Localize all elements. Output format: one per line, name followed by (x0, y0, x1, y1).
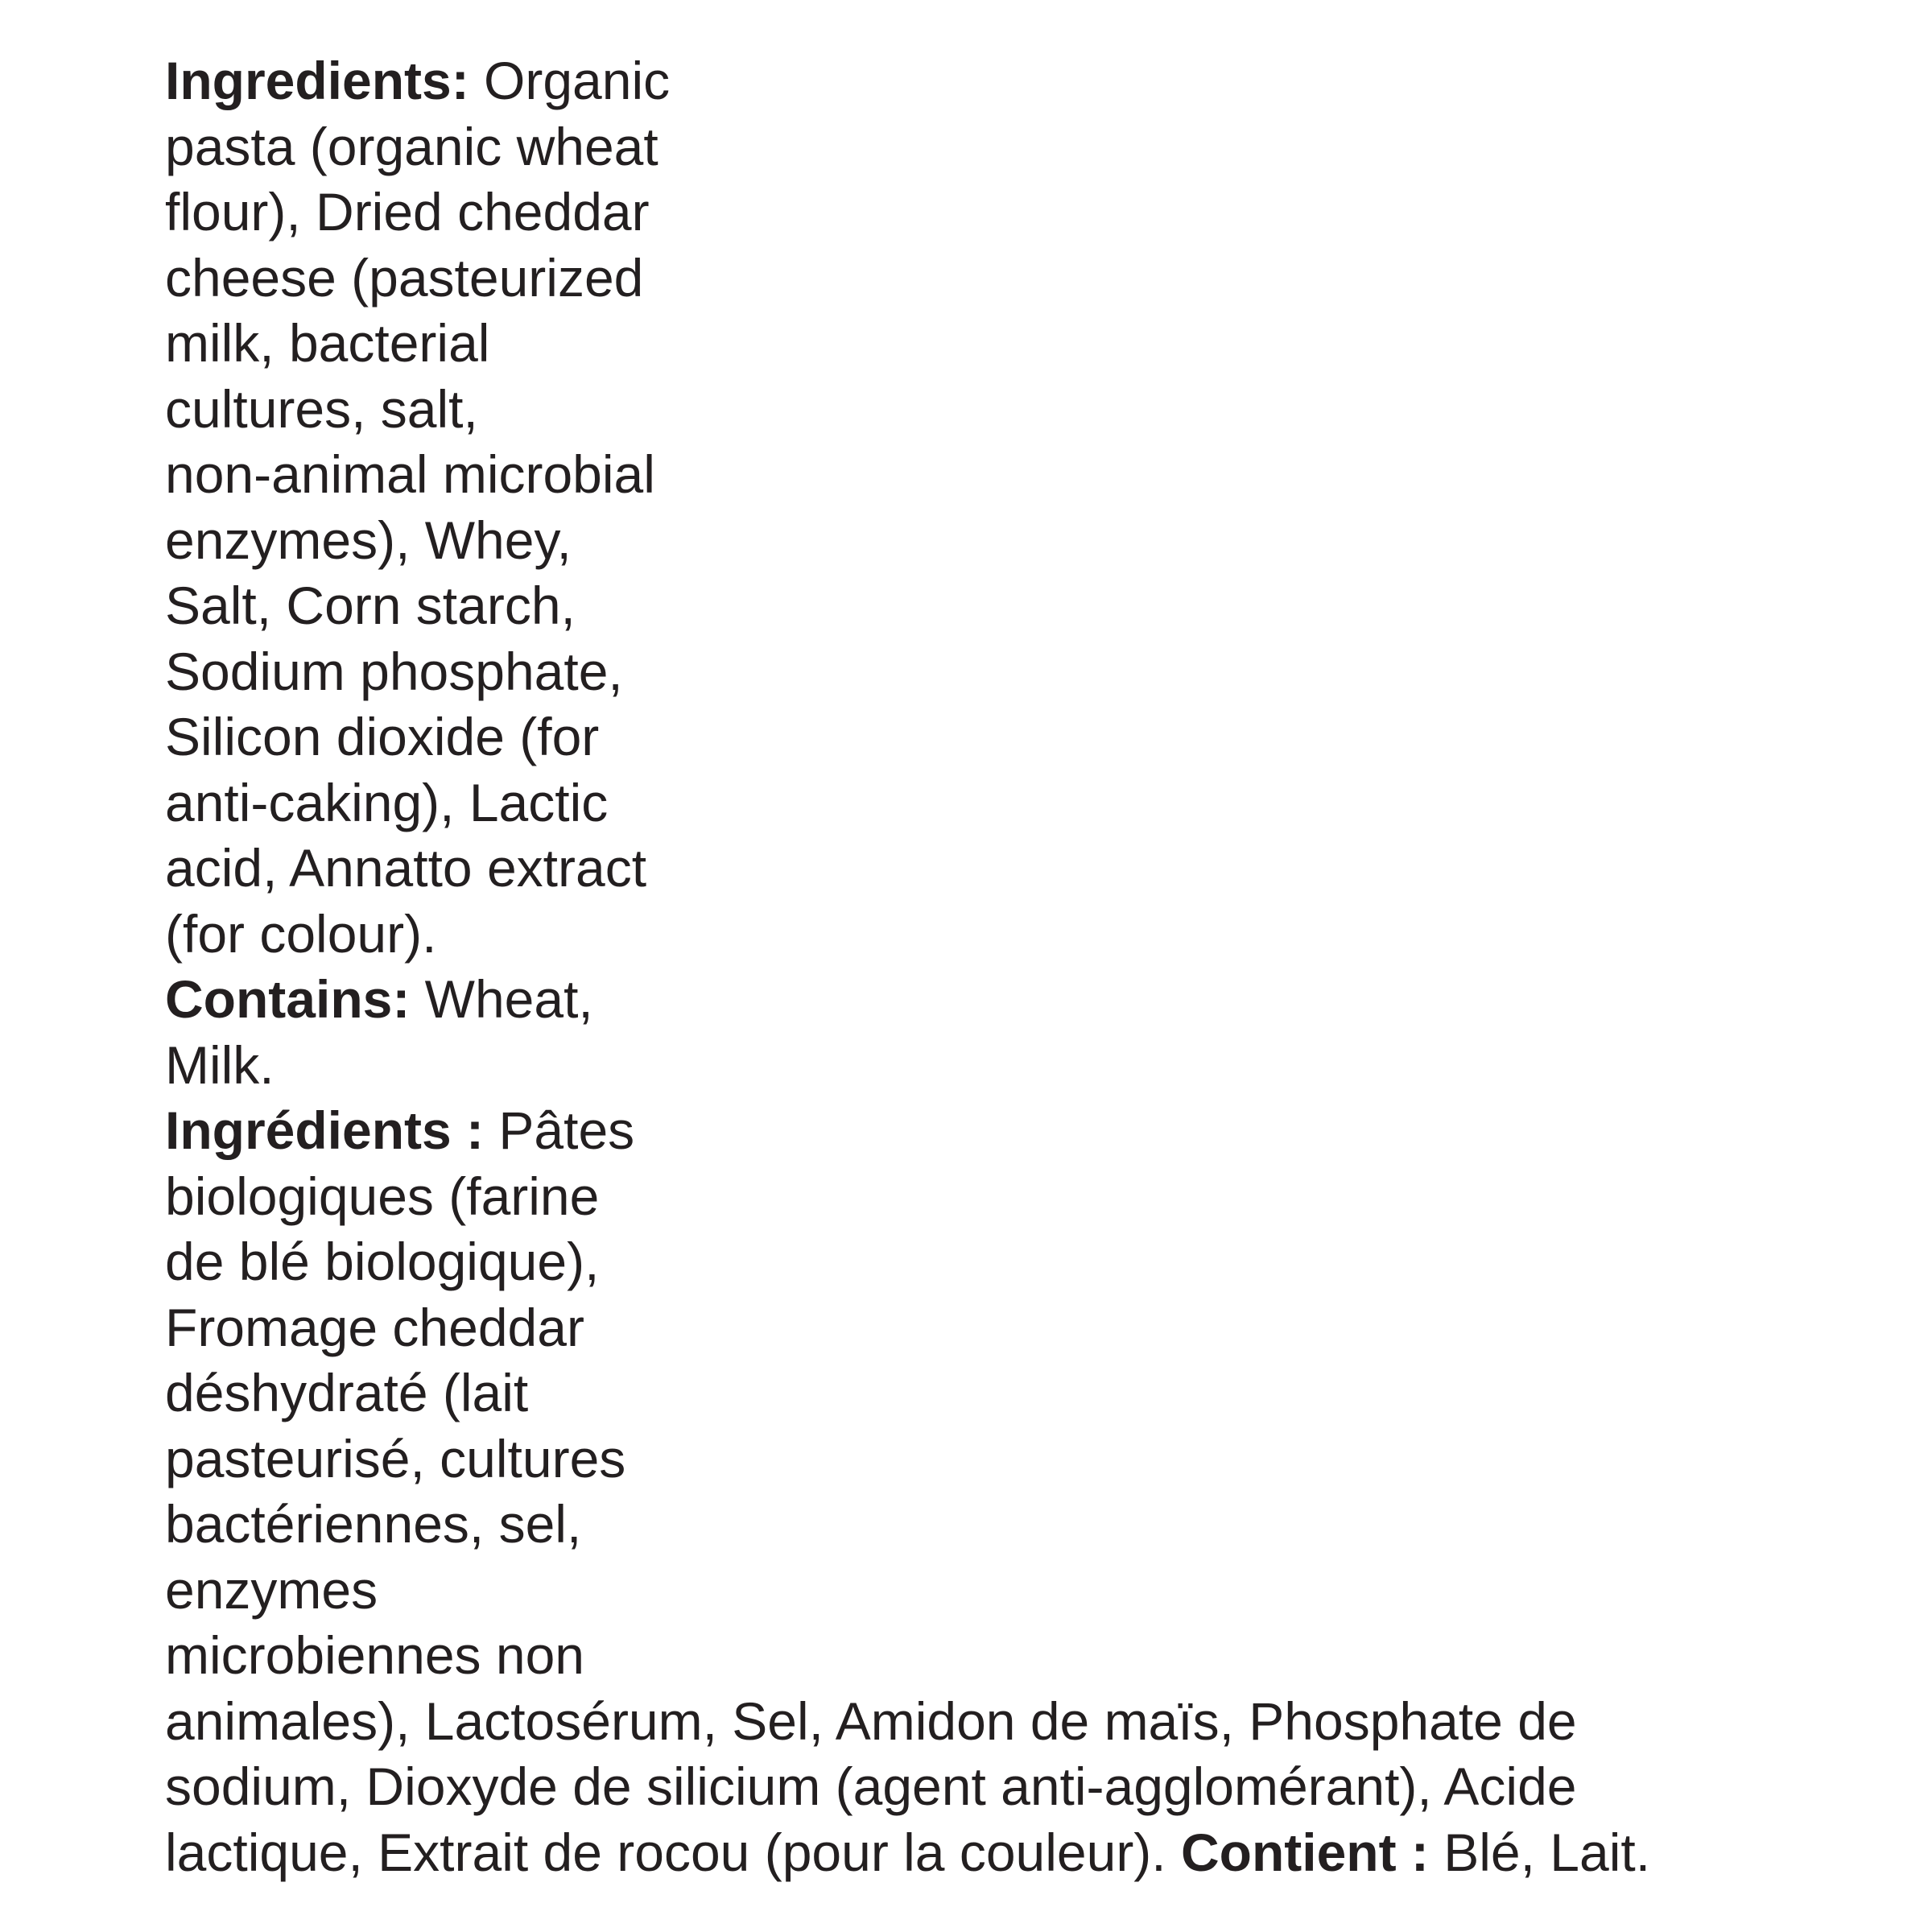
english-ingredients-heading: Ingredients: (165, 51, 469, 110)
english-ingredients-line-3: flour), Dried cheddar (165, 182, 650, 242)
english-ingredients-line-11: Silicon dioxide (for (165, 707, 600, 766)
english-ingredients-line-13: acid, Annatto extract (165, 838, 647, 898)
english-contains-line-2: Milk. (165, 1034, 275, 1095)
english-ingredients-line-9: Salt, Corn starch, (165, 576, 576, 635)
ingredients-label (165, 48, 1856, 1885)
french-contains-text: Blé, Lait. (1428, 1822, 1651, 1882)
english-contains-heading: Contains: (165, 969, 411, 1029)
english-ingredients-line-10: Sodium phosphate, (165, 641, 623, 701)
english-ingredients-line-1 (165, 48, 1856, 114)
english-contains-text: Wheat, (410, 969, 593, 1029)
english-contains-line-1 (165, 967, 1856, 1033)
french-ingredients-line-8: enzymes (165, 1559, 378, 1620)
french-ingredients-line-10: animales), Lactosérum, Sel, Amidon de maïs, Phosphate de (165, 1690, 1577, 1751)
french-ingredients-line-2: biologiques (farine (165, 1166, 600, 1226)
french-ingredients-line-6: pasteurisé, cultures (165, 1428, 626, 1488)
french-contains-heading: Contient : (1180, 1822, 1429, 1882)
english-ingredients-text: Organic (469, 51, 671, 110)
english-ingredients-line-2: pasta (organic wheat (165, 116, 658, 176)
english-ingredients-line-7: non-animal microbial (165, 444, 655, 504)
french-ingredients-text: Pâtes (484, 1100, 635, 1160)
french-ingredients-line-11: sodium, Dioxyde de silicium (agent anti-agglomérant), Acide (165, 1757, 1577, 1816)
french-ingredients-heading: Ingrédients : (165, 1100, 485, 1160)
french-ingredients-line-12 (165, 1820, 1856, 1886)
english-ingredients-line-5: milk, bacterial (165, 313, 490, 373)
english-ingredients-line-6: cultures, salt, (165, 378, 478, 439)
french-ingredients-line-1 (165, 1098, 1856, 1164)
english-ingredients-line-14: (for colour). (165, 903, 437, 964)
french-ingredients-text-end: lactique, Extrait de rocou (pour la couleur). (165, 1822, 1166, 1882)
english-ingredients-line-8: enzymes), Whey, (165, 510, 572, 570)
english-ingredients-line-4: cheese (pasteurized (165, 247, 644, 308)
english-ingredients-line-12: anti-caking), Lactic (165, 772, 609, 832)
french-ingredients-line-4: Fromage cheddar (165, 1297, 584, 1357)
french-ingredients-line-5: déshydraté (lait (165, 1363, 529, 1422)
french-ingredients-line-9: microbiennes non (165, 1625, 584, 1685)
french-ingredients-line-7: bactériennes, sel, (165, 1494, 582, 1554)
french-ingredients-line-3: de blé biologique), (165, 1232, 600, 1291)
